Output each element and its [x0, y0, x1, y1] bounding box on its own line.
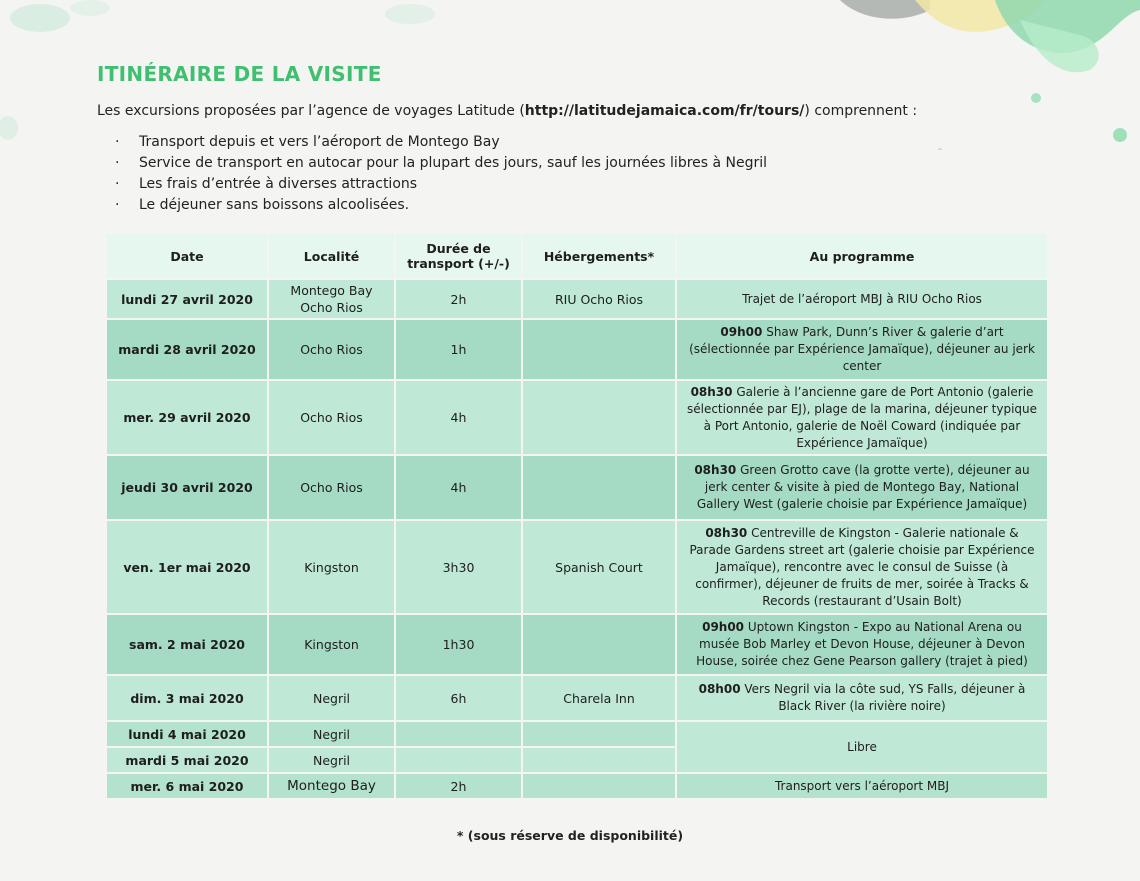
cell-program-free: Libre	[677, 722, 1047, 772]
table-row	[107, 381, 1047, 454]
cell-program: Transport vers l’aéroport MBJ	[677, 774, 1047, 798]
locality-line: Montego Bay Ocho Rios	[290, 283, 373, 315]
cell-program	[677, 615, 1047, 674]
watercolor-decoration-top-right	[820, 0, 1140, 150]
cell-program	[677, 456, 1047, 519]
cell-lodging	[523, 774, 675, 798]
table-row	[107, 774, 1047, 798]
cell-date: sam. 2 mai 2020	[107, 615, 267, 674]
cell-program	[677, 381, 1047, 454]
cell-duration: 2h	[396, 280, 521, 318]
watercolor-decoration-left	[0, 110, 40, 150]
program-text: Centreville de Kingston - Galerie nationale & Parade Gardens street art (galerie choisie par Expérience Jamaïque), rencontre avec le consul de Suisse (à confirmer), déjeuner de fruits de mer, soirée à Tracks & Records (restaurant d’Usain Bolt)	[689, 525, 1035, 608]
cell-duration	[396, 722, 521, 746]
table-row	[107, 521, 1047, 613]
program-text: Green Grotto cave (la grotte verte), déjeuner au jerk center & visite à pied de Montego Bay, National Gallery West (galerie choisie par Expérience Jamaïque)	[696, 463, 1030, 511]
cell-date: lundi 27 avril 2020	[107, 280, 267, 318]
cell-date: mardi 5 mai 2020	[107, 748, 267, 772]
cell-program: Trajet de l’aéroport MBJ à RIU Ocho Rios	[677, 280, 1047, 318]
cell-duration: 4h	[396, 381, 521, 454]
header-program: Au programme	[677, 234, 1047, 278]
table-header-row	[107, 234, 1047, 278]
cell-locality: Negril	[269, 748, 394, 772]
cell-date: ven. 1er mai 2020	[107, 521, 267, 613]
program-text: Vers Negril via la côte sud, YS Falls, déjeuner à Black River (la rivière noire)	[744, 682, 1026, 713]
cell-date: mardi 28 avril 2020	[107, 320, 267, 379]
intro-before: Les excursions proposées par l’agence de voyages Latitude (	[97, 103, 525, 119]
list-item: · Le déjeuner sans boissons alcoolisées.	[115, 195, 767, 216]
header-lodging: Hébergements*	[523, 234, 675, 278]
cell-locality: Kingston	[269, 521, 394, 613]
cell-lodging	[523, 748, 675, 772]
cell-locality: Ocho Rios	[269, 381, 394, 454]
intro-text	[97, 103, 917, 119]
list-item: · Les frais d’entrée à diverses attractions	[115, 174, 767, 195]
cell-lodging	[523, 381, 675, 454]
cell-duration: 4h	[396, 456, 521, 519]
list-item: · Service de transport en autocar pour la plupart des jours, sauf les journées libres à Negril	[115, 153, 767, 174]
cell-locality: Montego Bay	[269, 774, 394, 798]
cell-duration	[396, 748, 521, 772]
cell-date: dim. 3 mai 2020	[107, 676, 267, 720]
table-row	[107, 280, 1047, 318]
header-duration: Durée de transport (+/-)	[396, 234, 521, 278]
cell-duration: 1h30	[396, 615, 521, 674]
cell-locality: Negril	[269, 722, 394, 746]
cell-locality: Ocho Rios	[269, 456, 394, 519]
itinerary-table	[105, 232, 1049, 800]
page-title: ITINÉRAIRE DE LA VISITE	[97, 62, 382, 86]
footnote: * (sous réserve de disponibilité)	[456, 828, 684, 843]
program-text: Shaw Park, Dunn’s River & galerie d’art (sélectionnée par Expérience Jamaïque), déjeuner au jerk center	[689, 325, 1035, 373]
program-time: 08h30	[705, 525, 748, 540]
program-text: Galerie à l’ancienne gare de Port Antonio (galerie sélectionnée par EJ), plage de la marina, déjeuner typique à Port Antonio, galerie de Noël Coward (indiquée par Expérience Jamaïque)	[686, 384, 1038, 450]
cell-lodging: Spanish Court	[523, 521, 675, 613]
program-time: 09h00	[720, 325, 763, 339]
cell-date: lundi 4 mai 2020	[107, 722, 267, 746]
table-row	[107, 615, 1047, 674]
cell-locality: Negril	[269, 676, 394, 720]
cell-duration: 6h	[396, 676, 521, 720]
cell-duration: 2h	[396, 774, 521, 798]
tours-link[interactable]: http://latitudejamaica.com/fr/tours/	[524, 103, 805, 119]
cell-program	[677, 676, 1047, 720]
cell-lodging	[523, 456, 675, 519]
cell-lodging: RIU Ocho Rios	[523, 280, 675, 318]
table-row	[107, 676, 1047, 720]
cell-date: mer. 29 avril 2020	[107, 381, 267, 454]
cell-locality: Ocho Rios	[269, 320, 394, 379]
header-date: Date	[107, 234, 267, 278]
program-text: Uptown Kingston - Expo au National Arena ou musée Bob Marley et Devon House, déjeuner à Devon House, soirée chez Gene Pearson gallery (trajet à pied)	[696, 620, 1028, 668]
inclusions-list	[115, 132, 767, 216]
table-row	[107, 456, 1047, 519]
cell-lodging	[523, 722, 675, 746]
program-time: 08h00	[698, 682, 741, 696]
table-row	[107, 320, 1047, 379]
program-time: 09h00	[702, 620, 745, 634]
table-row	[107, 722, 1047, 746]
cell-duration: 3h30	[396, 521, 521, 613]
cell-program	[677, 320, 1047, 379]
cell-date: jeudi 30 avril 2020	[107, 456, 267, 519]
program-time: 08h30	[690, 384, 733, 399]
header-locality: Localité	[269, 234, 394, 278]
intro-after: ) comprennent :	[804, 103, 918, 119]
watercolor-decoration-top-left	[0, 0, 460, 60]
list-item: · Transport depuis et vers l’aéroport de Montego Bay	[115, 132, 767, 153]
program-time: 08h30	[694, 463, 737, 477]
cell-locality: Kingston	[269, 615, 394, 674]
cell-duration: 1h	[396, 320, 521, 379]
cell-locality	[269, 280, 394, 318]
cell-date: mer. 6 mai 2020	[107, 774, 267, 798]
cell-lodging	[523, 320, 675, 379]
cell-lodging: Charela Inn	[523, 676, 675, 720]
cell-lodging	[523, 615, 675, 674]
cell-program	[677, 521, 1047, 613]
